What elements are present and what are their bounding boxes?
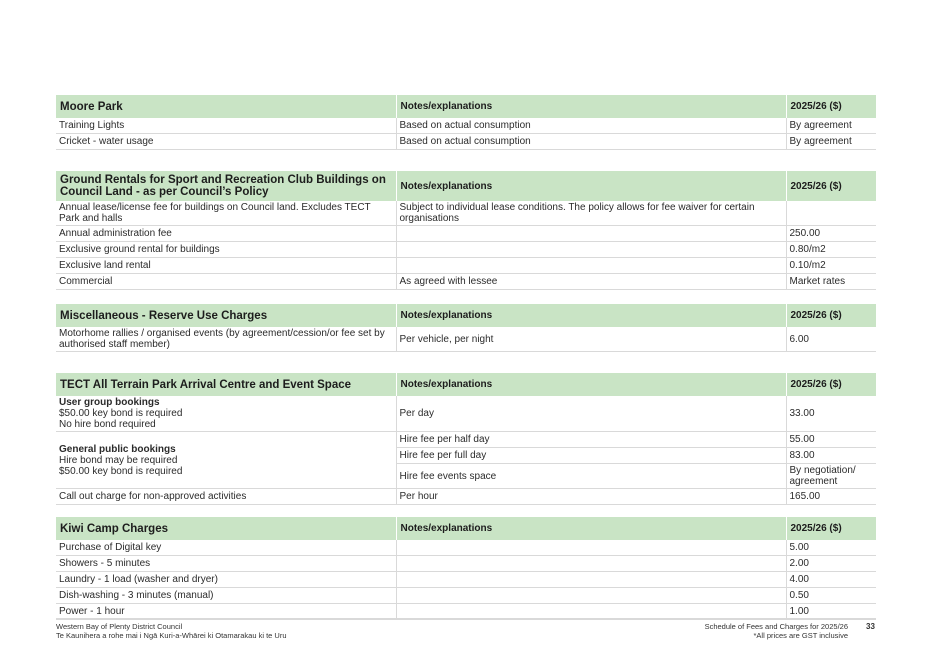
section-title: Moore Park — [56, 95, 396, 118]
item-cell: Annual lease/license fee for buildings on Council land. Excludes TECT Park and halls — [56, 201, 396, 226]
item-cell: Call out charge for non-approved activities — [56, 489, 396, 505]
notes-cell: Hire fee events space — [396, 464, 786, 489]
price-cell: 55.00 — [786, 432, 876, 448]
document-title: Schedule of Fees and Charges for 2025/26 — [704, 622, 848, 631]
table-row — [56, 327, 876, 352]
notes-cell: Per day — [396, 396, 786, 432]
ground-rentals-table — [56, 171, 877, 290]
notes-header: Notes/explanations — [396, 373, 786, 396]
general-line: $50.00 key bond is required — [59, 465, 183, 477]
footer-document — [660, 622, 848, 640]
item-cell: Exclusive ground rental for buildings — [56, 242, 396, 258]
item-cell: Dish-washing - 3 minutes (manual) — [56, 588, 396, 604]
item-cell: Laundry - 1 load (washer and dryer) — [56, 572, 396, 588]
item-cell — [56, 396, 396, 432]
price-cell: 4.00 — [786, 572, 876, 588]
table-row — [56, 588, 876, 604]
notes-cell: As agreed with lessee — [396, 274, 786, 290]
section-title: TECT All Terrain Park Arrival Centre and Event Space — [56, 373, 396, 396]
price-cell: 83.00 — [786, 448, 876, 464]
section-title: Miscellaneous - Reserve Use Charges — [56, 304, 396, 327]
table-row — [56, 201, 876, 226]
notes-header: Notes/explanations — [396, 517, 786, 540]
table-row — [56, 226, 876, 242]
table-header-row — [56, 304, 876, 327]
item-cell: Motorhome rallies / organised events (by agreement/cession/or fee set by authorised staff member) — [56, 327, 396, 352]
price-cell: By negotiation/ agreement — [786, 464, 876, 489]
council-name-maori: Te Kaunihera a rohe mai i Ngā Kuri-a-Whārei ki Otamarakau ki te Uru — [56, 631, 287, 640]
table-header-row — [56, 517, 876, 540]
table-row — [56, 242, 876, 258]
table-row — [56, 258, 876, 274]
general-line: Hire bond may be required — [59, 454, 178, 466]
item-cell: Training Lights — [56, 118, 396, 134]
notes-cell — [396, 588, 786, 604]
table-row — [56, 432, 876, 448]
item-cell: Purchase of Digital key — [56, 540, 396, 556]
item-cell: Exclusive land rental — [56, 258, 396, 274]
item-cell: Commercial — [56, 274, 396, 290]
page-number: 33 — [866, 622, 875, 631]
general-heading: General public bookings — [59, 443, 176, 455]
user-group-line: $50.00 key bond is required — [59, 408, 183, 419]
price-cell: Market rates — [786, 274, 876, 290]
table-header-row — [56, 373, 876, 396]
notes-cell — [396, 226, 786, 242]
table-header-row — [56, 171, 876, 201]
price-cell: 0.10/m2 — [786, 258, 876, 274]
notes-cell — [396, 258, 786, 274]
price-cell — [786, 201, 876, 226]
price-header: 2025/26 ($) — [786, 304, 876, 327]
notes-header: Notes/explanations — [396, 304, 786, 327]
item-cell: Power - 1 hour — [56, 604, 396, 620]
moore-park-table — [56, 95, 877, 150]
kiwi-camp-table — [56, 517, 877, 620]
table-row — [56, 118, 876, 134]
price-cell: 2.00 — [786, 556, 876, 572]
table-row — [56, 540, 876, 556]
notes-cell: Per hour — [396, 489, 786, 505]
notes-cell: Subject to individual lease conditions. The policy allows for fee waiver for certain organisations — [396, 201, 786, 226]
table-header-row — [56, 95, 876, 118]
council-name: Western Bay of Plenty District Council — [56, 622, 183, 631]
price-cell: 33.00 — [786, 396, 876, 432]
gst-note: *All prices are GST inclusive — [753, 631, 848, 640]
price-cell: 1.00 — [786, 604, 876, 620]
notes-header: Notes/explanations — [396, 171, 786, 201]
notes-cell — [396, 242, 786, 258]
notes-cell: Based on actual consumption — [396, 134, 786, 150]
price-cell: 250.00 — [786, 226, 876, 242]
misc-reserve-table — [56, 304, 877, 352]
price-cell: 5.00 — [786, 540, 876, 556]
table-row — [56, 572, 876, 588]
price-header: 2025/26 ($) — [786, 517, 876, 540]
notes-cell: Based on actual consumption — [396, 118, 786, 134]
notes-cell — [396, 556, 786, 572]
price-cell: 0.80/m2 — [786, 242, 876, 258]
notes-cell: Hire fee per full day — [396, 448, 786, 464]
section-title: Ground Rentals for Sport and Recreation Club Buildings on Council Land - as per Council’s Policy — [56, 171, 396, 201]
user-group-heading: User group bookings — [59, 397, 160, 408]
price-cell: 0.50 — [786, 588, 876, 604]
item-cell: Showers - 5 minutes — [56, 556, 396, 572]
price-cell: By agreement — [786, 134, 876, 150]
price-cell: By agreement — [786, 118, 876, 134]
notes-cell — [396, 540, 786, 556]
table-row — [56, 396, 876, 432]
table-row — [56, 274, 876, 290]
table-row — [56, 556, 876, 572]
user-group-line: No hire bond required — [59, 419, 156, 430]
section-title: Kiwi Camp Charges — [56, 517, 396, 540]
notes-header: Notes/explanations — [396, 95, 786, 118]
footer-organisation — [56, 622, 287, 640]
price-header: 2025/26 ($) — [786, 373, 876, 396]
notes-cell — [396, 572, 786, 588]
notes-cell: Per vehicle, per night — [396, 327, 786, 352]
footer-divider — [56, 618, 876, 619]
price-header: 2025/26 ($) — [786, 171, 876, 201]
price-header: 2025/26 ($) — [786, 95, 876, 118]
table-row — [56, 489, 876, 505]
price-cell: 165.00 — [786, 489, 876, 505]
item-cell — [56, 432, 396, 489]
item-cell: Annual administration fee — [56, 226, 396, 242]
item-cell: Cricket - water usage — [56, 134, 396, 150]
price-cell: 6.00 — [786, 327, 876, 352]
table-row — [56, 134, 876, 150]
tect-park-table — [56, 373, 877, 505]
notes-cell: Hire fee per half day — [396, 432, 786, 448]
